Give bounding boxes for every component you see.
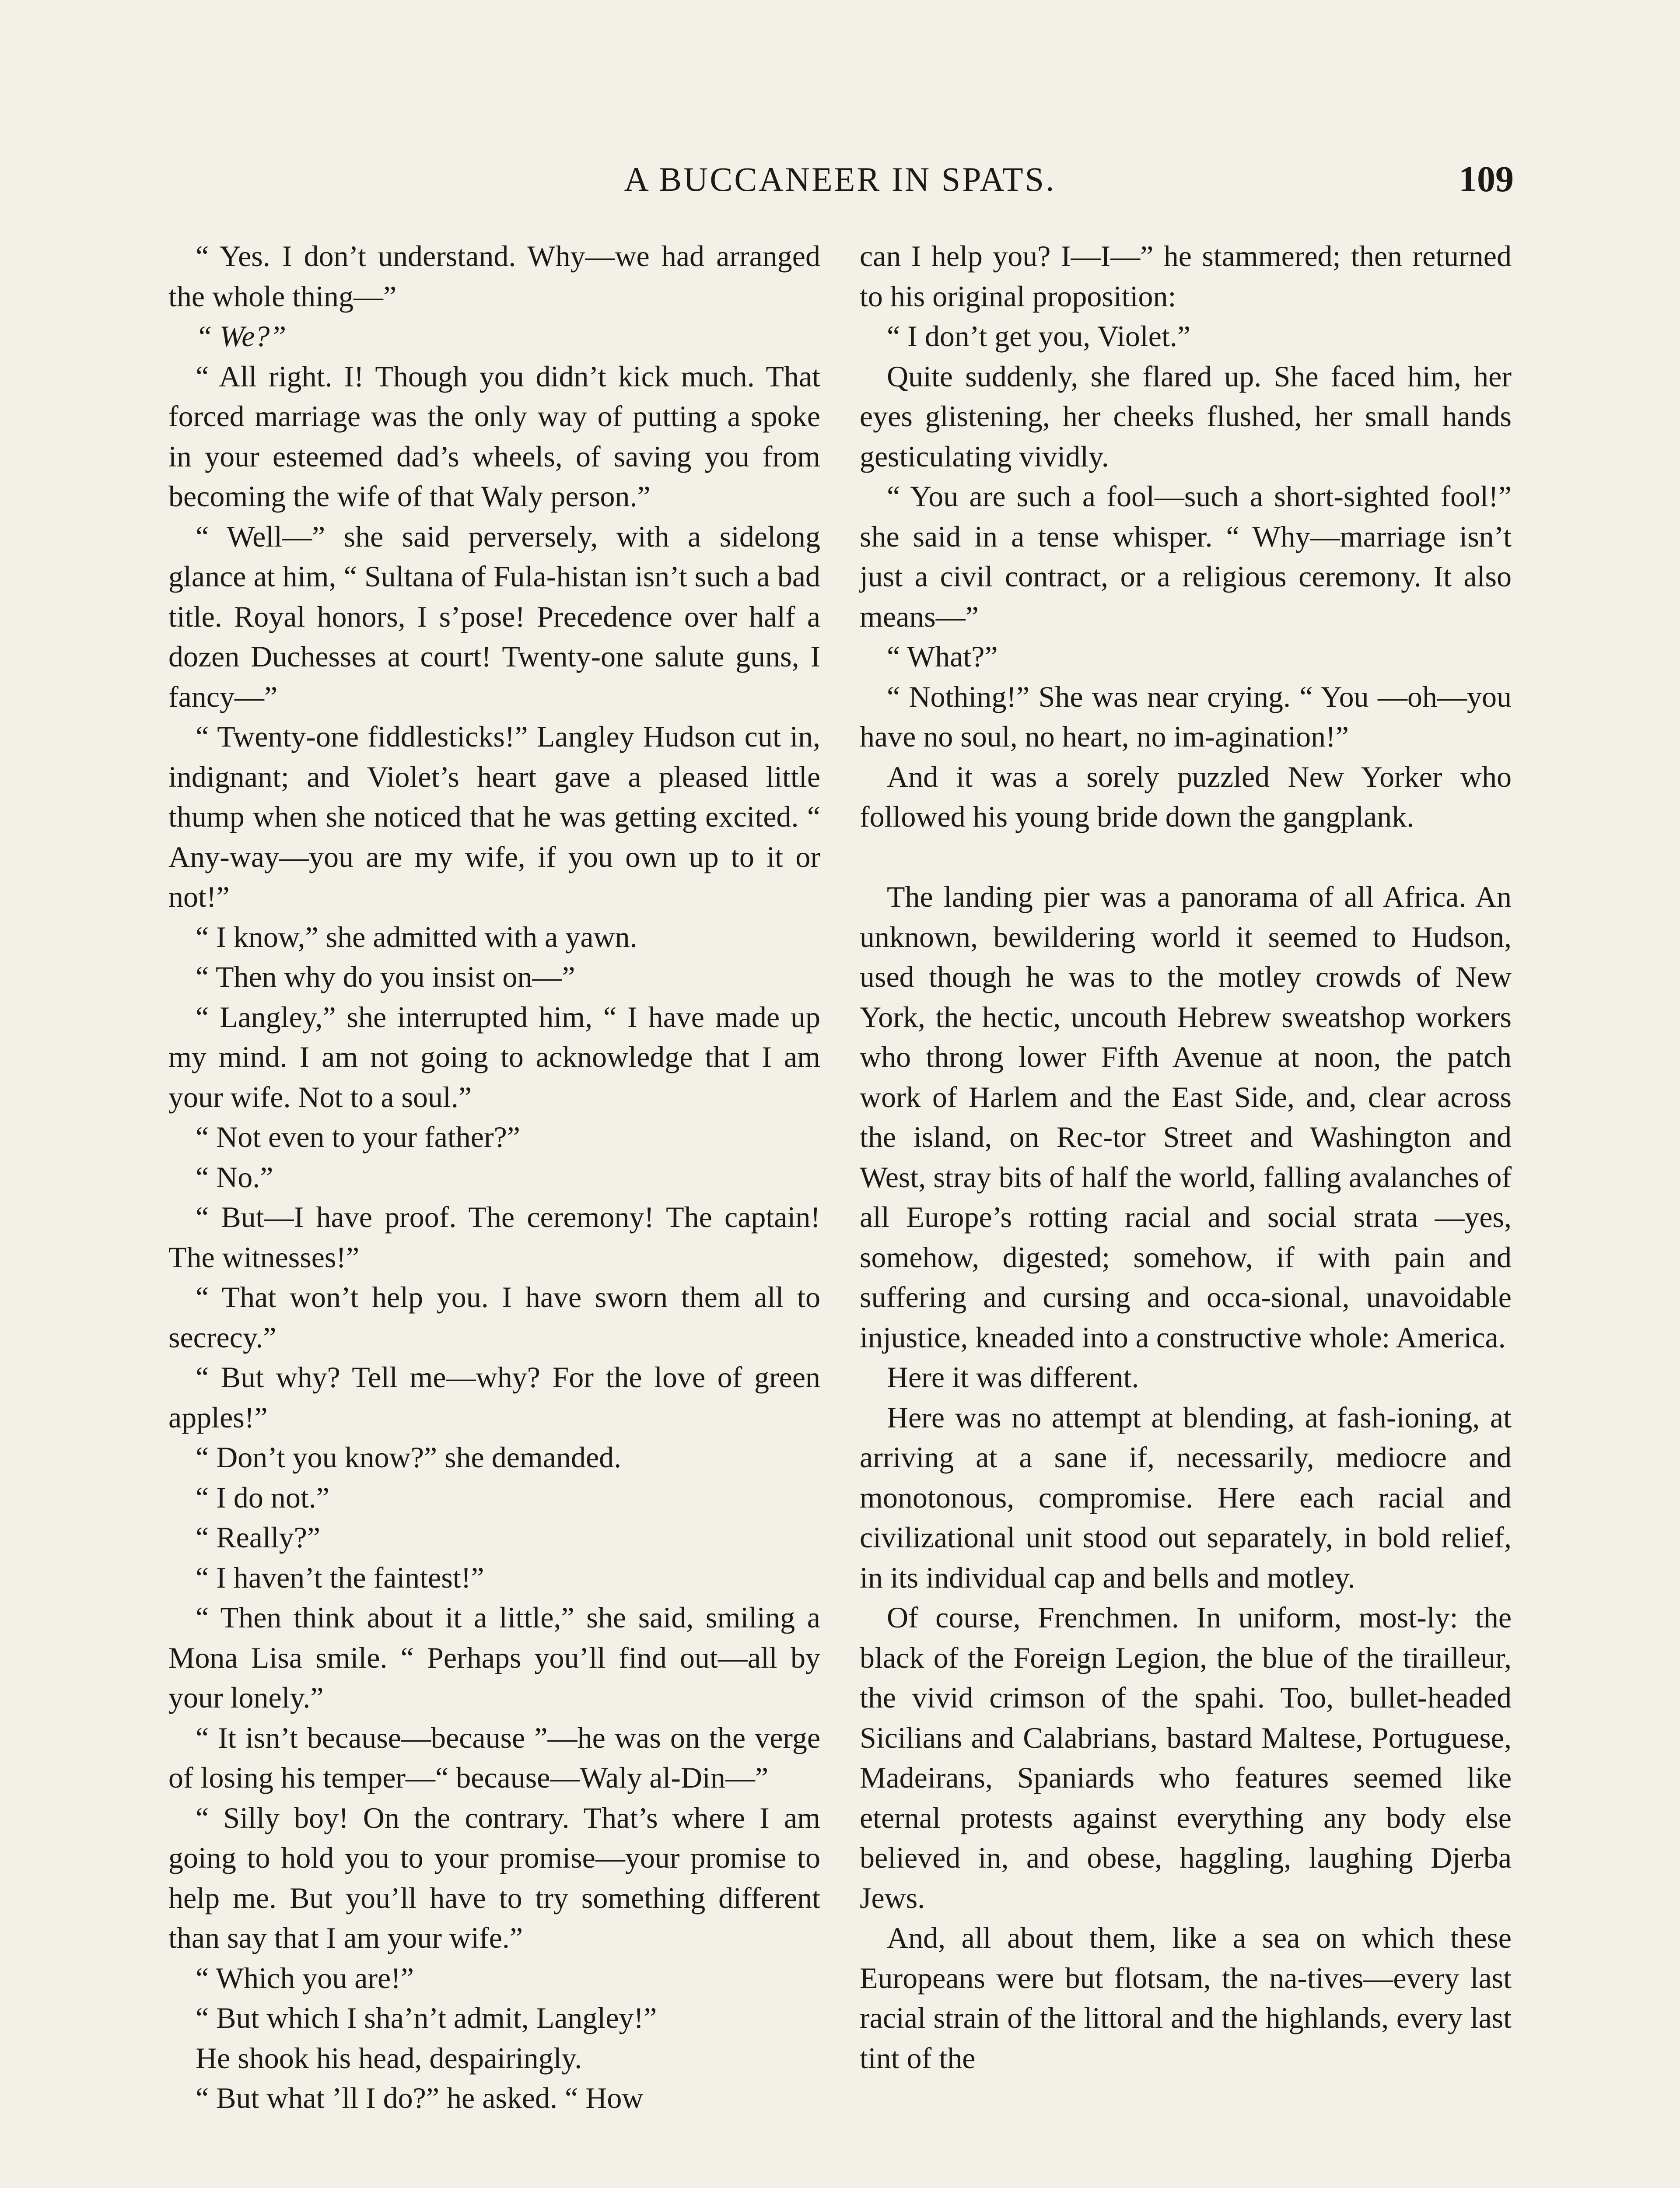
paragraph: “ Which you are!” (196, 1961, 414, 1995)
paragraph: “ Langley,” she interrupted him, “ I have made up my mind. I am not going to acknowledge that I am your wife. Not to a soul.” (168, 1000, 820, 1114)
paragraph: “ But why? Tell me—why? For the love of green apples!” (168, 1360, 820, 1434)
paragraph: “ I know,” she admitted with a yawn. (196, 920, 637, 954)
paragraph: “ Twenty-one fiddlesticks!” Langley Hudson cut in, indignant; and Violet’s heart gave a pleased little thump when she noticed that he was getting excited. “ Any-way—you are my wife, if you own up to it or not!” (168, 720, 820, 913)
paragraph: “ Nothing!” She was near crying. “ You —oh—you have no soul, no heart, no im-agination!” (860, 680, 1512, 753)
left-column (168, 236, 820, 2118)
paragraph: “ Really?” (196, 1521, 321, 1554)
paragraph: “ I do not.” (196, 1480, 329, 1514)
paragraph: He shook his head, despairingly. (196, 2041, 582, 2075)
paragraph: “ But—I have proof. The ceremony! The captain! The witnesses!” (168, 1200, 820, 1274)
paragraph: “ All right. I! Though you didn’t kick much. That forced marriage was the only way of putting a spoke in your esteemed dad’s wheels, of saving you from becoming the wife of that Waly person.” (168, 359, 820, 513)
paragraph: “ But which I sha’n’t admit, Langley!” (196, 2001, 657, 2034)
paragraph: “ Not even to your father?” (196, 1120, 520, 1154)
paragraph: “ It isn’t because—because ”—he was on the verge of losing his temper—“ because—Waly al-Din—” (168, 1721, 820, 1794)
paragraph: “ Then think about it a little,” she said, smiling a Mona Lisa smile. “ Perhaps you’ll find out—all by your lonely.” (168, 1601, 820, 1714)
paragraph: “ That won’t help you. I have sworn them all to secrecy.” (168, 1280, 820, 1354)
paragraph: “ I haven’t the faintest!” (196, 1560, 484, 1594)
paragraph: “ Silly boy! On the contrary. That’s where I am going to hold you to your promise—your promise to help me. But you’ll have to try something different than say that I am your wife.” (168, 1801, 820, 1954)
paragraph: “ No.” (196, 1160, 273, 1194)
paragraph: “ Well—” she said perversely, with a sidelong glance at him, “ Sultana of Fula-histan isn’t such a bad title. Royal honors, I s’pose! Precedence over half a dozen Duchesses at court! Twenty-one salute guns, I fancy—” (168, 519, 820, 713)
paragraph: “ But what ’ll I do?” he asked. “ How (196, 2081, 644, 2114)
right-column (860, 236, 1512, 2078)
paragraph: “ Yes. I don’t understand. Why—we had arranged the whole thing—” (168, 239, 820, 313)
paragraph: “ You are such a fool—such a short-sighted fool!” she said in a tense whisper. “ Why—marriage isn’t just a civil contract, or a religious ceremony. It also means—” (860, 480, 1512, 633)
paragraph: can I help you? I—I—” he stammered; then returned to his original proposition: (860, 239, 1512, 313)
paragraph: The landing pier was a panorama of all Africa. An unknown, bewildering world it seemed to Hudson, used though he was to the motley crowds of New York, the hectic, uncouth Hebrew sweatshop workers who throng lower Fifth Avenue at noon, the patch work of Harlem and the East Side, and, clear across the island, on Rec-tor Street and Washington and West, stray bits of half the world, falling avalanches of all Europe’s rotting racial and social strata —yes, somehow, digested; somehow, if with pain and suffering and cursing and occa-sional, unavoidable injustice, kneaded into a constructive whole: America. (860, 880, 1512, 1354)
paragraph: “ Don’t you know?” she demanded. (196, 1441, 622, 1474)
paragraph: Of course, Frenchmen. In uniform, most-ly: the black of the Foreign Legion, the blue of the tirailleur, the vivid crimson of the spahi. Too, bullet-headed Sicilians and Calabrians, bastard Maltese, Portuguese, Madeirans, Spaniards who features seemed like eternal protests against everything any body else believed in, and obese, haggling, laughing Djerba Jews. (860, 1601, 1512, 1914)
paragraph: “ Then why do you insist on—” (196, 960, 575, 993)
page-header (166, 153, 1514, 206)
paragraph: “ What?” (887, 640, 998, 673)
paragraph: And, all about them, like a sea on which these Europeans were but flotsam, the na-tives—every last racial strain of the littoral and the highlands, every last tint of the (860, 1921, 1512, 2075)
page-number: 109 (1459, 159, 1514, 200)
paragraph: And it was a sorely puzzled New Yorker who followed his young bride down the gangplank. (860, 760, 1512, 833)
paragraph: “ I don’t get you, Violet.” (887, 319, 1191, 353)
paragraph: Quite suddenly, she flared up. She faced him, her eyes glistening, her cheeks flushed, her small hands gesticulating vividly. (860, 359, 1512, 473)
running-title: A BUCCANEER IN SPATS. (624, 160, 1056, 198)
paragraph: Here was no attempt at blending, at fash-ioning, at arriving at a sane if, necessarily, mediocre and monotonous, compromise. Here each racial and civilizational unit stood out separately, in bold relief, in its individual cap and bells and motley. (860, 1400, 1512, 1594)
paragraph: “ We?” (196, 319, 287, 353)
paragraph: Here it was different. (887, 1360, 1139, 1394)
